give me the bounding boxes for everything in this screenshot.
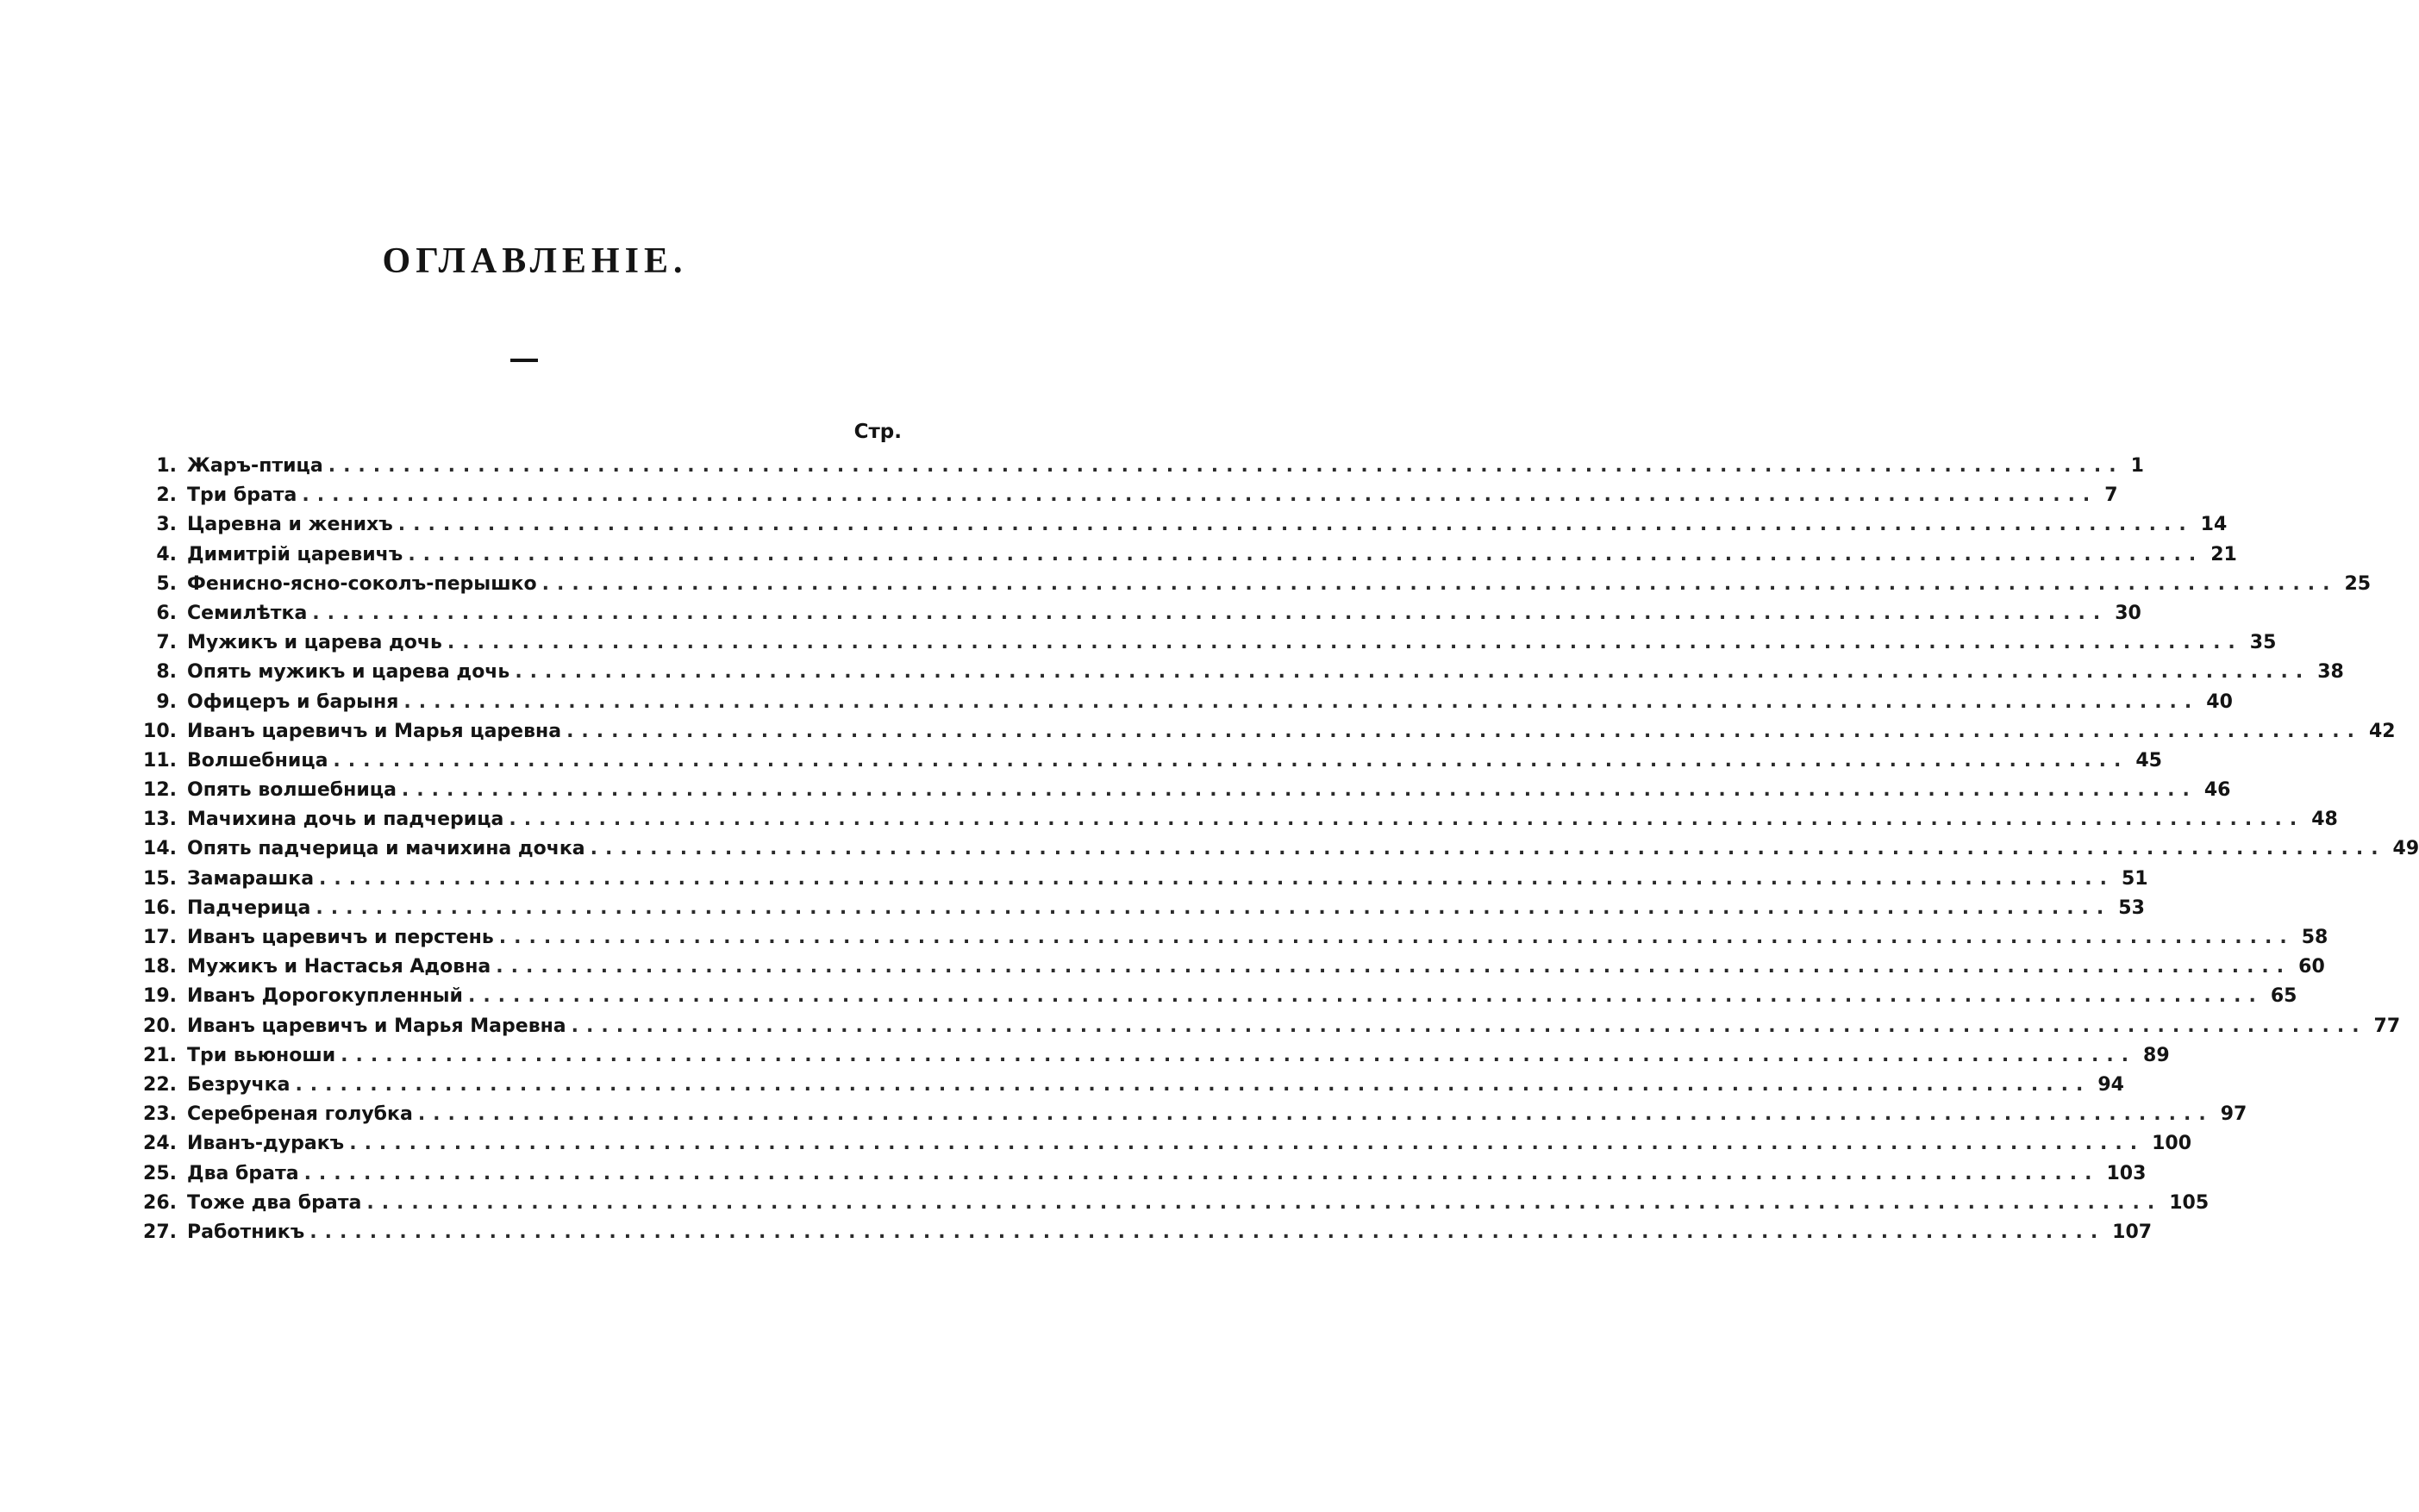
entry-page-number: 1	[2130, 455, 2144, 477]
dot-leader: ........................................................................................................................	[397, 514, 2194, 536]
entry-number: 18.	[143, 956, 177, 978]
dot-leader: ........................................................................................................................	[541, 572, 2338, 595]
dot-leader: ........................................................................................................................	[328, 455, 2124, 477]
entry-title: Безручка	[187, 1073, 291, 1096]
toc-entry	[142, 897, 2145, 927]
dot-leader: ........................................................................................................................	[319, 867, 2115, 890]
toc-entry	[142, 690, 2233, 721]
entry-title: Падчерица	[187, 897, 311, 919]
page-column-header: Стр.	[853, 421, 902, 443]
entry-page-number: 7	[2104, 484, 2118, 507]
entry-page-number: 25	[2344, 572, 2372, 595]
entry-number: 24.	[143, 1133, 177, 1155]
toc-entry	[142, 1162, 2147, 1192]
toc-entry	[142, 809, 2338, 838]
entry-title: Три вьюноши	[187, 1044, 336, 1066]
entry-number: 21.	[143, 1044, 177, 1066]
entry-number: 8.	[156, 661, 177, 684]
entry-title: Работникъ	[187, 1221, 305, 1243]
entry-page-number: 14	[2200, 514, 2228, 536]
entry-title: Три брата	[187, 484, 297, 507]
entry-title: Замарашка	[187, 867, 315, 890]
toc-entry	[142, 927, 2328, 956]
entry-number: 5.	[156, 572, 177, 595]
entry-title: Жаръ-птица	[187, 455, 323, 477]
toc-entry	[142, 514, 2228, 543]
toc-entry	[142, 543, 2237, 573]
toc-entry	[142, 572, 2372, 603]
entry-title: Тоже два брата	[187, 1191, 362, 1214]
dot-leader: ........................................................................................................................	[341, 1044, 2137, 1066]
entry-number: 14.	[143, 838, 177, 860]
toc-entry	[142, 985, 2297, 1015]
toc-entry	[142, 602, 2141, 632]
entry-page-number: 46	[2203, 779, 2231, 802]
entry-number: 2.	[156, 484, 177, 507]
toc-entry	[142, 867, 2148, 897]
dot-leader: ........................................................................................................................	[447, 632, 2243, 654]
entry-number: 25.	[143, 1162, 177, 1184]
entry-title: Семилѣтка	[187, 602, 308, 624]
dot-leader: ........................................................................................................................	[498, 927, 2295, 948]
dot-leader: ........................................................................................................................	[349, 1133, 2146, 1155]
dot-leader: ........................................................................................................................	[566, 720, 2362, 742]
entry-page-number: 45	[2135, 749, 2162, 772]
entry-page-number: 30	[2115, 602, 2141, 624]
entry-number: 20.	[143, 1015, 177, 1037]
dot-leader: ........................................................................................................................	[401, 779, 2197, 802]
entry-title: Иванъ царевичъ и Марья царевна	[187, 720, 562, 742]
toc-entry	[142, 749, 2162, 779]
entry-title: Опять волшебница	[187, 779, 397, 802]
entry-title: Опять падчерица и мачихина дочка	[187, 838, 585, 860]
entry-page-number: 77	[2373, 1015, 2401, 1037]
entry-page-number: 65	[2270, 985, 2297, 1008]
table-of-contents	[142, 455, 2419, 1251]
dot-leader: ........................................................................................................................	[295, 1073, 2091, 1096]
dot-leader: ........................................................................................................................	[302, 484, 2098, 507]
entry-page-number: 103	[2106, 1162, 2147, 1184]
entry-title: Два брата	[187, 1162, 299, 1184]
dot-leader: ........................................................................................................................	[515, 661, 2311, 684]
entry-page-number: 94	[2097, 1073, 2124, 1096]
toc-entry	[142, 632, 2277, 661]
dot-leader: ........................................................................................................................	[316, 897, 2112, 919]
dot-leader: ........................................................................................................................	[303, 1162, 2100, 1184]
entry-title: Фенисно-ясно-соколъ-перышко	[187, 572, 537, 595]
entry-title: Иванъ-дуракъ	[187, 1133, 345, 1155]
toc-entry	[142, 720, 2396, 750]
entry-title: Иванъ царевичъ и Марья Маревна	[187, 1015, 566, 1037]
entry-number: 7.	[156, 632, 177, 654]
toc-entry	[142, 1221, 2153, 1251]
entry-page-number: 89	[2143, 1044, 2170, 1066]
toc-entry	[142, 956, 2325, 985]
entry-page-number: 48	[2311, 809, 2338, 831]
dot-leader: ........................................................................................................................	[590, 838, 2386, 860]
entry-number: 9.	[156, 690, 177, 713]
toc-entry	[142, 1133, 2192, 1162]
entry-title: Иванъ царевичъ и перстень	[187, 927, 494, 948]
entry-number: 10.	[143, 720, 177, 742]
toc-entry	[142, 1044, 2170, 1074]
entry-number: 27.	[143, 1221, 177, 1243]
dot-leader: ........................................................................................................................	[571, 1015, 2367, 1037]
entry-number: 19.	[143, 985, 177, 1008]
entry-title: Опять мужикъ и царева дочь	[187, 661, 510, 684]
entry-page-number: 100	[2152, 1133, 2192, 1155]
entry-number: 1.	[156, 455, 177, 477]
dot-leader: ........................................................................................................................	[333, 749, 2129, 772]
dot-leader: ........................................................................................................................	[366, 1191, 2163, 1214]
toc-entry	[142, 1073, 2124, 1103]
toc-entry	[142, 779, 2231, 809]
toc-entry	[142, 1103, 2247, 1133]
entry-number: 15.	[143, 867, 177, 890]
toc-entry	[142, 484, 2118, 514]
entry-title: Димитрій царевичъ	[187, 543, 403, 565]
entry-number: 26.	[143, 1191, 177, 1214]
dot-leader: ........................................................................................................................	[509, 809, 2305, 831]
toc-entry	[142, 455, 2144, 484]
entry-number: 17.	[143, 927, 177, 948]
entry-page-number: 40	[2206, 690, 2233, 713]
dot-leader: ........................................................................................................................	[312, 602, 2109, 624]
entry-title: Офицеръ и барыня	[187, 690, 399, 713]
entry-page-number: 53	[2118, 897, 2145, 919]
dot-leader: ........................................................................................................................	[417, 1103, 2214, 1126]
title-divider	[510, 359, 538, 362]
entry-number: 23.	[143, 1103, 177, 1126]
toc-entry	[142, 1015, 2401, 1045]
entry-number: 22.	[143, 1073, 177, 1096]
page-title: ОГЛАВЛЕНІЕ.	[382, 241, 688, 281]
entry-page-number: 49	[2392, 838, 2419, 860]
dot-leader: ........................................................................................................................	[467, 985, 2264, 1008]
toc-entry	[142, 661, 2344, 690]
entry-title: Мужикъ и царева дочь	[187, 632, 442, 654]
entry-page-number: 107	[2112, 1221, 2153, 1243]
entry-title: Мачихина дочь и падчерица	[187, 809, 504, 831]
toc-entry	[142, 838, 2419, 867]
entry-title: Волшебница	[187, 749, 328, 772]
dot-leader: ........................................................................................................................	[309, 1221, 2106, 1243]
entry-page-number: 60	[2298, 956, 2325, 978]
dot-leader: ........................................................................................................................	[408, 543, 2204, 565]
toc-entry	[142, 1191, 2210, 1221]
entry-number: 6.	[156, 602, 177, 624]
entry-page-number: 35	[2249, 632, 2277, 654]
entry-title: Царевна и женихъ	[187, 514, 393, 536]
entry-title: Мужикъ и Настасья Адовна	[187, 956, 491, 978]
entry-title: Серебреная голубка	[187, 1103, 413, 1126]
entry-title: Иванъ Дорогокупленный	[187, 985, 463, 1008]
entry-page-number: 21	[2210, 543, 2237, 565]
entry-number: 3.	[156, 514, 177, 536]
entry-number: 4.	[156, 543, 177, 565]
dot-leader: ........................................................................................................................	[496, 956, 2292, 978]
dot-leader: ........................................................................................................................	[403, 690, 2200, 713]
entry-page-number: 38	[2317, 661, 2344, 684]
entry-number: 11.	[143, 749, 177, 772]
entry-page-number: 58	[2301, 927, 2328, 948]
entry-number: 12.	[143, 779, 177, 802]
entry-page-number: 51	[2121, 867, 2148, 890]
entry-page-number: 42	[2368, 720, 2396, 742]
entry-page-number: 105	[2169, 1191, 2210, 1214]
entry-number: 13.	[143, 809, 177, 831]
entry-number: 16.	[143, 897, 177, 919]
entry-page-number: 97	[2220, 1103, 2247, 1126]
